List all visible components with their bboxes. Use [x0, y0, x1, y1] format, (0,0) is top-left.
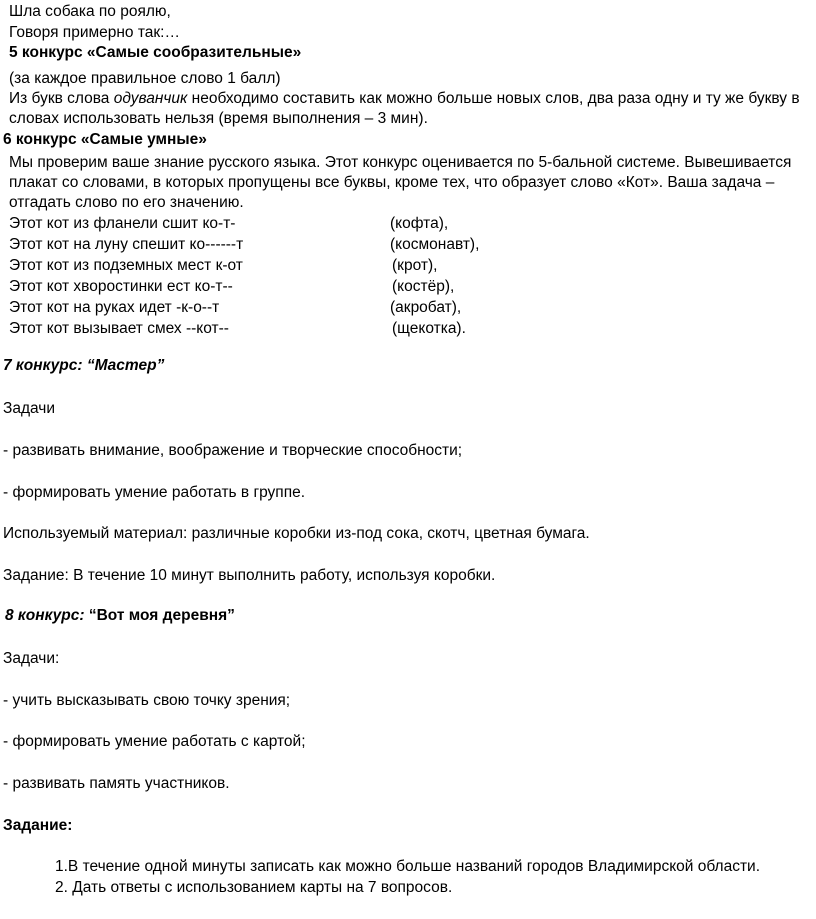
contest8-item-1: 1.В течение одной минуты записать как можно больше названий городов Владимирской области.: [55, 858, 761, 875]
contest6-desc-line-2: плакат со словами, в которых пропущены все буквы, кроме тех, что образует слово «Кот». Ваша задача –: [9, 174, 775, 191]
contest7-task-1: - развивать внимание, воображение и творческие способности;: [3, 442, 463, 459]
contest5-task-post: необходимо составить как можно больше новых слов, два раза одну и ту же букву в: [187, 90, 800, 107]
contest5-task-line-2: словах использовать нельзя (время выполнения – 3 мин).: [9, 110, 428, 127]
contest7-task-2: - формировать умение работать в группе.: [3, 484, 306, 501]
contest8-task-3: - развивать память участников.: [3, 775, 230, 792]
riddle-clue-3: Этот кот из подземных мест к-от: [9, 257, 243, 274]
contest8-tasks-label: Задачи:: [3, 650, 60, 667]
intro-line-2: Говоря примерно так:…: [9, 24, 180, 41]
riddle-answer-6: (щекотка).: [392, 320, 466, 337]
riddle-answer-2: (космонавт),: [390, 236, 480, 253]
contest7-assignment: Задание: В течение 10 минут выполнить работу, используя коробки.: [3, 567, 496, 584]
contest5-heading: 5 конкурс «Самые сообразительные»: [9, 44, 302, 61]
riddle-answer-1: (кофта),: [390, 215, 449, 232]
contest8-heading-title: “Вот моя деревня”: [88, 607, 235, 624]
contest7-heading: 7 конкурс: “Мастер”: [3, 357, 165, 374]
contest5-task-word: одуванчик: [113, 90, 188, 107]
contest6-desc-line-1: Мы проверим ваше знание русского языка. Этот конкурс оценивается по 5-бальной системе. Вывешивается: [9, 154, 792, 171]
contest5-task-pre: Из букв слова: [9, 90, 114, 107]
riddle-clue-6: Этот кот вызывает смех --кот--: [9, 320, 229, 337]
contest8-heading: [5, 606, 235, 626]
contest5-task-line-1: [9, 89, 800, 109]
riddle-answer-5: (акробат),: [390, 299, 462, 316]
intro-line-1: Шла собака по роялю,: [9, 3, 171, 20]
riddle-clue-4: Этот кот хворостинки ест ко-т--: [9, 278, 233, 295]
contest7-tasks-label: Задачи: [3, 400, 56, 417]
contest8-assignment-label: Задание:: [3, 817, 73, 834]
riddle-answer-3: (крот),: [392, 257, 438, 274]
riddle-clue-2: Этот кот на луну спешит ко------т: [9, 236, 244, 253]
contest8-task-1: - учить высказывать свою точку зрения;: [3, 692, 291, 709]
riddle-clue-5: Этот кот на руках идет -к-о--т: [9, 299, 220, 316]
riddle-answer-4: (костёр),: [392, 278, 455, 295]
contest8-heading-label: 8 конкурс:: [5, 607, 85, 624]
riddle-clue-1: Этот кот из фланели сшит ко-т-: [9, 215, 236, 232]
contest6-heading: 6 конкурс «Самые умные»: [3, 131, 207, 148]
contest8-item-2: 2. Дать ответы с использованием карты на 7 вопросов.: [55, 879, 453, 896]
contest7-material: Используемый материал: различные коробки из-под сока, скотч, цветная бумага.: [3, 525, 590, 542]
contest5-score-note: (за каждое правильное слово 1 балл): [9, 70, 281, 87]
contest8-task-2: - формировать умение работать с картой;: [3, 733, 306, 750]
contest6-desc-line-3: отгадать слово по его значению.: [9, 194, 244, 211]
